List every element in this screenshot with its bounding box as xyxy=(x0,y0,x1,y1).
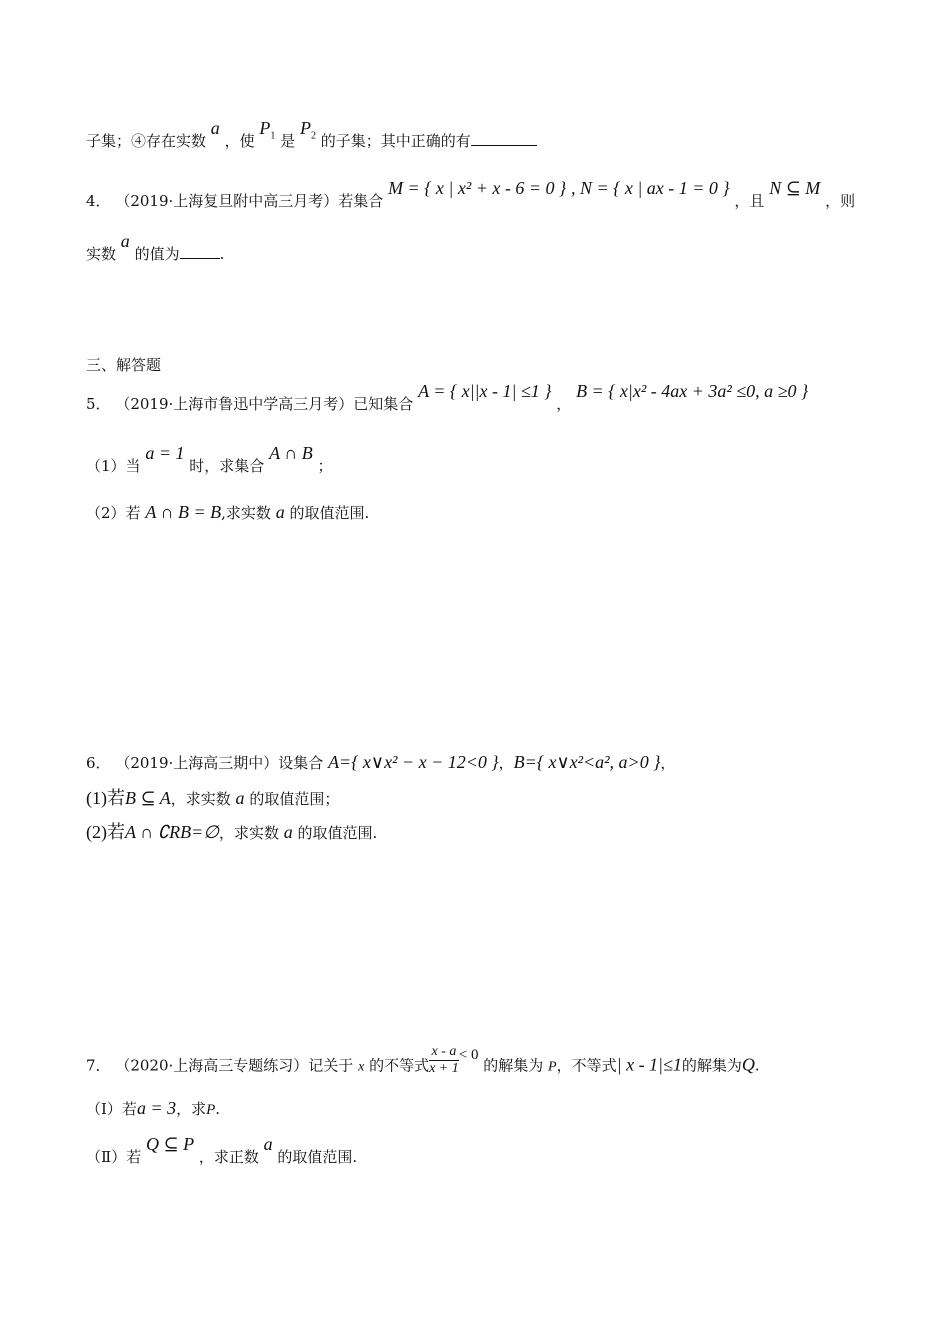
text: ， xyxy=(498,754,514,772)
math-expr: B ⊆ A xyxy=(125,788,171,808)
text: （2）若 xyxy=(86,504,141,522)
text: ； xyxy=(317,457,333,475)
text: ，求 xyxy=(176,1100,207,1118)
text: 是 xyxy=(280,132,296,150)
q6-part2 xyxy=(86,822,377,843)
question-number: 7． xyxy=(86,1056,111,1075)
q7-line1 xyxy=(86,1044,760,1083)
text: ，求正数 xyxy=(198,1148,259,1166)
text: ，且 xyxy=(734,192,765,210)
text: ，不等式 xyxy=(556,1056,617,1075)
text: 的解集为 xyxy=(483,1056,544,1075)
math-expr: A ∩ B xyxy=(269,443,313,463)
q7-part1 xyxy=(86,1098,220,1120)
text: 的不等式 xyxy=(369,1056,430,1075)
text: ，求实数 xyxy=(218,824,279,842)
q4-line1 xyxy=(86,178,856,211)
question-source: （2019·上海高三期中）设集合 xyxy=(115,754,324,772)
math-set-n: , N = { x | ax - 1 = 0 } xyxy=(570,178,730,198)
math-var: x xyxy=(358,1059,365,1075)
math-set-m: M = { x | x² + x - 6 = 0 } xyxy=(388,178,567,198)
math-cond: Q ⊆ P xyxy=(145,1134,195,1154)
math-set-p: P xyxy=(548,1059,557,1075)
text: ，求实数 xyxy=(170,790,231,808)
question-number: 5． xyxy=(86,395,111,413)
text: ， xyxy=(556,395,572,413)
text: ， xyxy=(660,754,676,772)
question-number: 4． xyxy=(86,192,111,210)
answer-blank xyxy=(180,244,220,259)
q6-part1 xyxy=(86,788,339,809)
math-var: a xyxy=(210,118,220,138)
math-p2: $P_2$ xyxy=(299,118,316,142)
fragment-line xyxy=(86,118,537,159)
text: 时，求集合 xyxy=(189,457,265,475)
math-cond: a = 3 xyxy=(136,1098,177,1118)
q4-line2 xyxy=(86,231,225,264)
text: （Ⅰ）若 xyxy=(86,1100,137,1118)
text: ,求实数 xyxy=(221,504,271,522)
text: 的值为 xyxy=(134,245,180,263)
text: 实数 xyxy=(86,245,117,263)
section-heading: 三、解答题 xyxy=(86,356,162,374)
text: 的取值范围； xyxy=(249,790,340,808)
math-set-a: A={ x∨x² − x − 12<0 } xyxy=(328,752,499,772)
math-expr: A ∩ B = B xyxy=(145,502,222,522)
math-cond: a = 1 xyxy=(145,443,185,463)
text: ，使 xyxy=(224,132,255,150)
answer-blank xyxy=(471,131,537,146)
text: （Ⅱ）若 xyxy=(86,1148,142,1166)
text: . xyxy=(219,245,225,263)
text: 的子集；其中正确的有 xyxy=(320,132,471,150)
math-p1: $P_1$ xyxy=(259,118,276,142)
question-number: 6． xyxy=(86,754,111,772)
text: 的取值范围. xyxy=(277,1148,358,1166)
question-source: （2020·上海高三专题练习）记关于 xyxy=(115,1056,354,1075)
math-set-b: B = { x|x² - 4ax + 3a² ≤0, a ≥0 } xyxy=(576,381,809,401)
text: 的取值范围. xyxy=(289,504,370,522)
text: （1）当 xyxy=(86,457,141,475)
q5-part1 xyxy=(86,443,333,476)
math-expr: A ∩ ∁RB=∅ xyxy=(125,822,219,842)
text: (2)若 xyxy=(86,822,125,842)
math-fraction: $\frac{x - a}{x + 1}$ xyxy=(429,1044,459,1076)
math-var: a xyxy=(120,231,130,251)
math-var: a xyxy=(263,1134,273,1154)
text: 子集；④存在实数 xyxy=(86,132,207,150)
math-set-b: B={ x∨x²<a², a>0 } xyxy=(513,752,661,772)
math-var: P xyxy=(206,1102,216,1118)
q6-line1 xyxy=(86,752,675,773)
math-var: a xyxy=(275,502,285,522)
q5-part2 xyxy=(86,502,369,523)
math-var: a xyxy=(235,788,245,808)
text: ，则 xyxy=(825,192,856,210)
math-compare: < 0 xyxy=(458,1046,479,1063)
q7-part2 xyxy=(86,1134,358,1167)
text: . xyxy=(754,1056,760,1075)
text: . xyxy=(215,1100,221,1118)
text: 的取值范围. xyxy=(297,824,378,842)
question-source: （2019·上海市鲁迅中学高三月考）已知集合 xyxy=(115,395,414,413)
math-var: a xyxy=(283,822,293,842)
text: 的解集为 xyxy=(681,1056,742,1075)
question-source: （2019·上海复旦附中高三月考）若集合 xyxy=(115,192,384,210)
math-ineq: | x - 1|≤1 xyxy=(616,1054,682,1075)
q5-line1 xyxy=(86,381,809,414)
math-set-a: A = { x||x - 1| ≤1 } xyxy=(418,381,552,401)
math-subset: N ⊆ M xyxy=(769,178,821,198)
text: (1)若 xyxy=(86,788,125,808)
math-set-q: Q xyxy=(741,1054,755,1075)
